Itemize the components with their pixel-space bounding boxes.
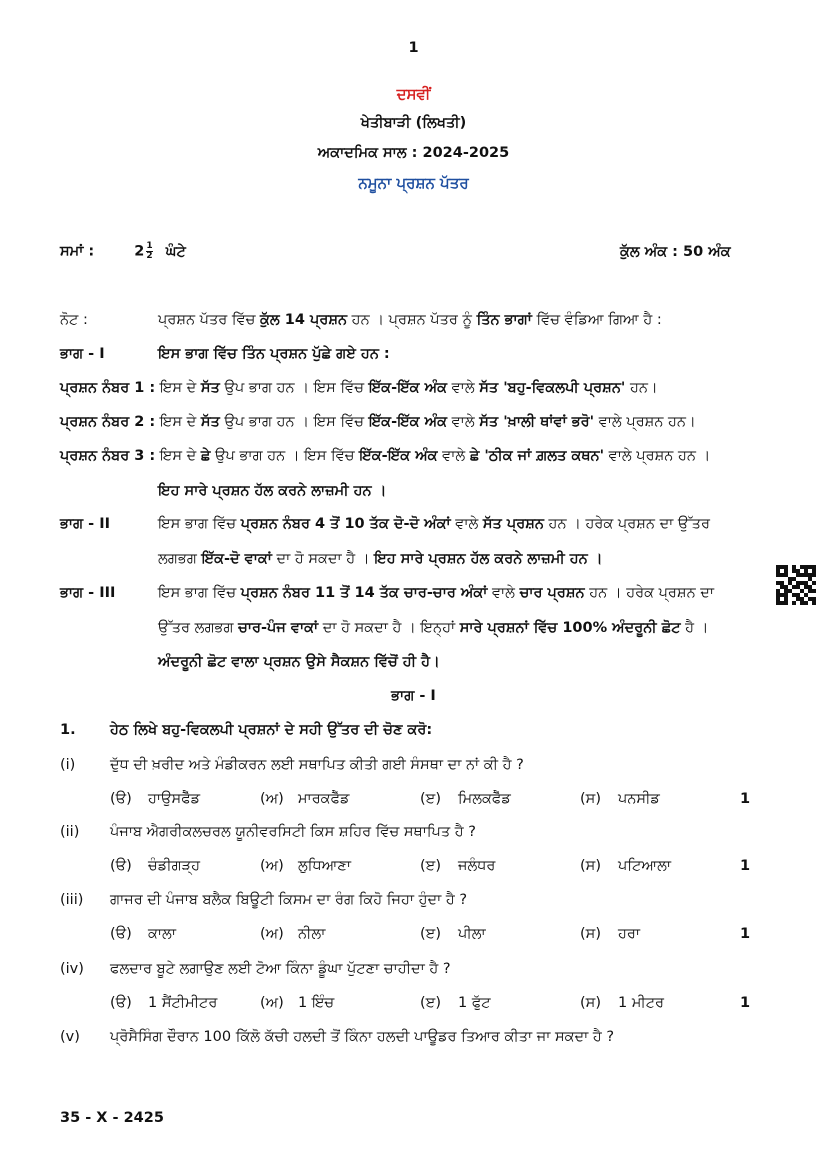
option-text: ਮਾਰਕਫੈੱਡ [298, 791, 350, 807]
mark-value: 1 [740, 926, 751, 942]
part3-note-line2: ਉੱਤਰ ਲਗਭਗ ਚਾਰ-ਪੰਜ ਵਾਕਾਂ ਦਾ ਹੋ ਸਕਦਾ ਹੈ । ਇਨ੍ਹਾਂ ਸਾਰੇ ਪ੍ਰਸ਼ਨਾਂ ਵਿੱਚ 100% ਅੰਦਰੂਨੀ ਛੋਟ ਹੈ । [158, 620, 709, 636]
time-row [60, 242, 186, 261]
part1-label: ਭਾਗ - I [60, 346, 105, 362]
part3-label: ਭਾਗ - III [60, 585, 116, 601]
option-label: (ਅ) [260, 995, 284, 1011]
subquestion-number: (i) [60, 757, 76, 773]
option-label: (ੳ) [110, 995, 132, 1011]
option-text: ਹਰਾ [618, 926, 641, 942]
option-text: ਪਟਿਆਲਾ [618, 858, 672, 874]
option-text: 1 ਫੁੱਟ [458, 995, 491, 1011]
question-1-number: 1. [60, 722, 76, 738]
subquestion-number: (ii) [60, 824, 80, 840]
question-1-text: ਹੇਠ ਲਿਖੇ ਬਹੁ-ਵਿਕਲਪੀ ਪ੍ਰਸ਼ਨਾਂ ਦੇ ਸਹੀ ਉੱਤਰ ਦੀ ਚੋਣ ਕਰੋ: [110, 722, 433, 738]
option-text: 1 ਮੀਟਰ [618, 995, 665, 1011]
time-unit: ਘੰਟੇ [165, 243, 186, 260]
option-label: (ੳ) [110, 791, 132, 807]
option-label: (ੳ) [110, 926, 132, 942]
option-text: ਮਿਲਕਫੈੱਡ [458, 791, 511, 807]
option-text: 1 ਇੰਚ [298, 995, 335, 1011]
page-number: 1 [408, 40, 419, 56]
option-label: (ੲ) [420, 858, 441, 874]
note-row: ਨੋਟ : ਪ੍ਰਸ਼ਨ ਪੱਤਰ ਵਿੱਚ ਕੁੱਲ 14 ਪ੍ਰਸ਼ਨ ਹਨ । ਪ੍ਰਸ਼ਨ ਪੱਤਰ ਨੂੰ ਤਿੰਨ ਭਾਗਾਂ ਵਿੱਚ ਵੰਡਿਆ ਗਿਆ ਹੈ : [60, 312, 662, 328]
part2-note: ਭਾਗ - II ਇਸ ਭਾਗ ਵਿੱਚ ਪ੍ਰਸ਼ਨ ਨੰਬਰ 4 ਤੋਂ 10 ਤੱਕ ਦੋ-ਦੋ ਅੰਕਾਂ ਵਾਲੇ ਸੱਤ ਪ੍ਰਸ਼ਨ ਹਨ । ਹਰੇਕ ਪ੍ਰਸ਼ਨ ਦਾ ਉੱਤਰ [60, 516, 710, 532]
subquestion-text: ਪ੍ਰੋਸੈਸਿੰਗ ਦੌਰਾਨ 100 ਕਿੱਲੋ ਕੱਚੀ ਹਲਦੀ ਤੋਂ ਕਿੰਨਾ ਹਲਦੀ ਪਾਊਡਰ ਤਿਆਰ ਕੀਤਾ ਜਾ ਸਕਦਾ ਹੈ ? [110, 1029, 615, 1045]
subquestion-number: (v) [60, 1029, 80, 1045]
q3-note: ਪ੍ਰਸ਼ਨ ਨੰਬਰ 3 : ਇਸ ਦੇ ਛੇ ਉਪ ਭਾਗ ਹਨ । ਇਸ ਵਿੱਚ ਇੱਕ-ਇੱਕ ਅੰਕ ਵਾਲੇ ਛੇ 'ਠੀਕ ਜਾਂ ਗ਼ਲਤ ਕਥਨ' ਵਾਲੇ ਪ੍ਰਸ਼ਨ ਹਨ । [60, 448, 711, 464]
subquestion-text: ਫਲਦਾਰ ਬੂਟੇ ਲਗਾਉਣ ਲਈ ਟੋਆ ਕਿੰਨਾ ਡੂੰਘਾ ਪੁੱਟਣਾ ਚਾਹੀਦਾ ਹੈ ? [110, 961, 451, 977]
time-label: ਸਮਾਂ : [60, 243, 95, 260]
option-label: (ੲ) [420, 995, 441, 1011]
option-label: (ਸ) [580, 926, 601, 942]
option-label: (ੳ) [110, 858, 132, 874]
academic-year: ਅਕਾਦਮਿਕ ਸਾਲ : 2024-2025 [317, 145, 510, 161]
option-label: (ਅ) [260, 791, 284, 807]
q1-note: ਪ੍ਰਸ਼ਨ ਨੰਬਰ 1 : ਇਸ ਦੇ ਸੱਤ ਉਪ ਭਾਗ ਹਨ । ਇਸ ਵਿੱਚ ਇੱਕ-ਇੱਕ ਅੰਕ ਵਾਲੇ ਸੱਤ 'ਬਹੁ-ਵਿਕਲਪੀ ਪ੍ਰਸ਼ਨ' ਹਨ। [60, 380, 658, 396]
note-label: ਨੋਟ : [60, 312, 88, 328]
part1-note: ਭਾਗ - I ਇਸ ਭਾਗ ਵਿੱਚ ਤਿੰਨ ਪ੍ਰਸ਼ਨ ਪੁੱਛੇ ਗਏ ਹਨ : [60, 346, 390, 362]
option-label: (ੲ) [420, 791, 441, 807]
part3-note-line3: ਅੰਦਰੂਨੀ ਛੋਟ ਵਾਲਾ ਪ੍ਰਸ਼ਨ ਉਸੇ ਸੈਕਸ਼ਨ ਵਿੱਚੋਂ ਹੀ ਹੈ। [158, 654, 440, 670]
subquestion-text: ਦੁੱਧ ਦੀ ਖ਼ਰੀਦ ਅਤੇ ਮੰਡੀਕਰਨ ਲਈ ਸਥਾਪਿਤ ਕੀਤੀ ਗਈ ਸੰਸਥਾ ਦਾ ਨਾਂ ਕੀ ਹੈ ? [110, 757, 524, 773]
subquestion-number: (iv) [60, 961, 84, 977]
option-text: ਪਨਸੀਡ [618, 791, 660, 807]
mark-value: 1 [740, 858, 751, 874]
option-label: (ਸ) [580, 995, 601, 1011]
time-fraction: $\frac{1}{2}$ [146, 241, 153, 261]
subquestion-text: ਗਾਜਰ ਦੀ ਪੰਜਾਬ ਬਲੈਕ ਬਿਊਟੀ ਕਿਸਮ ਦਾ ਰੰਗ ਕਿਹੋ ਜਿਹਾ ਹੁੰਦਾ ਹੈ ? [110, 892, 468, 908]
qr-code-icon [776, 565, 816, 605]
q3-note-line2: ਇਹ ਸਾਰੇ ਪ੍ਰਸ਼ਨ ਹੱਲ ਕਰਨੇ ਲਾਜ਼ਮੀ ਹਨ । [158, 483, 387, 499]
time-whole: 2 [134, 243, 145, 260]
paper-type: ਨਮੂਨਾ ਪ੍ਰਸ਼ਨ ਪੱਤਰ [358, 174, 469, 192]
part2-label: ਭਾਗ - II [60, 516, 111, 532]
option-text: ਲੁਧਿਆਣਾ [298, 858, 351, 874]
class-title: ਦਸਵੀਂ [396, 85, 431, 103]
total-marks: ਕੁੱਲ ਅੰਕ : 50 ਅੰਕ [620, 244, 731, 260]
option-label: (ਅ) [260, 858, 284, 874]
footer-code: 35 - X - 2425 [60, 1110, 164, 1126]
option-label: (ੲ) [420, 926, 441, 942]
mark-value: 1 [740, 791, 751, 807]
option-text: ਚੰਡੀਗੜ੍ਹ [148, 858, 201, 874]
option-label: (ਸ) [580, 858, 601, 874]
mark-value: 1 [740, 995, 751, 1011]
option-text: 1 ਸੈਂਟੀਮੀਟਰ [148, 995, 218, 1011]
part3-note: ਭਾਗ - III ਇਸ ਭਾਗ ਵਿੱਚ ਪ੍ਰਸ਼ਨ ਨੰਬਰ 11 ਤੋਂ 14 ਤੱਕ ਚਾਰ-ਚਾਰ ਅੰਕਾਂ ਵਾਲੇ ਚਾਰ ਪ੍ਰਸ਼ਨ ਹਨ । ਹਰੇਕ ਪ੍ਰਸ਼ਨ ਦਾ [60, 585, 714, 601]
subquestion-text: ਪੰਜਾਬ ਐਗਰੀਕਲਚਰਲ ਯੂਨੀਵਰਸਿਟੀ ਕਿਸ ਸ਼ਹਿਰ ਵਿੱਚ ਸਥਾਪਿਤ ਹੈ ? [110, 824, 476, 840]
subject-title: ਖੇਤੀਬਾੜੀ (ਲਿਖਤੀ) [360, 115, 467, 131]
option-text: ਪੀਲਾ [458, 926, 486, 942]
option-label: (ਅ) [260, 926, 284, 942]
q2-note: ਪ੍ਰਸ਼ਨ ਨੰਬਰ 2 : ਇਸ ਦੇ ਸੱਤ ਉਪ ਭਾਗ ਹਨ । ਇਸ ਵਿੱਚ ਇੱਕ-ਇੱਕ ਅੰਕ ਵਾਲੇ ਸੱਤ 'ਖ਼ਾਲੀ ਥਾਂਵਾਂ ਭਰੋ' ਵਾਲੇ ਪ੍ਰਸ਼ਨ ਹਨ। [60, 414, 696, 430]
subquestion-number: (iii) [60, 892, 84, 908]
part2-note-line2: ਲਗਭਗ ਇੱਕ-ਦੋ ਵਾਕਾਂ ਦਾ ਹੋ ਸਕਦਾ ਹੈ । ਇਹ ਸਾਰੇ ਪ੍ਰਸ਼ਨ ਹੱਲ ਕਰਨੇ ਲਾਜ਼ਮੀ ਹਨ । [158, 551, 603, 567]
option-text: ਨੀਲਾ [298, 926, 326, 942]
section-heading: ਭਾਗ - I [391, 688, 436, 704]
option-text: ਹਾਉਸਫੈੱਡ [148, 791, 201, 807]
option-label: (ਸ) [580, 791, 601, 807]
option-text: ਜਲੰਧਰ [458, 858, 496, 874]
option-text: ਕਾਲਾ [148, 926, 176, 942]
